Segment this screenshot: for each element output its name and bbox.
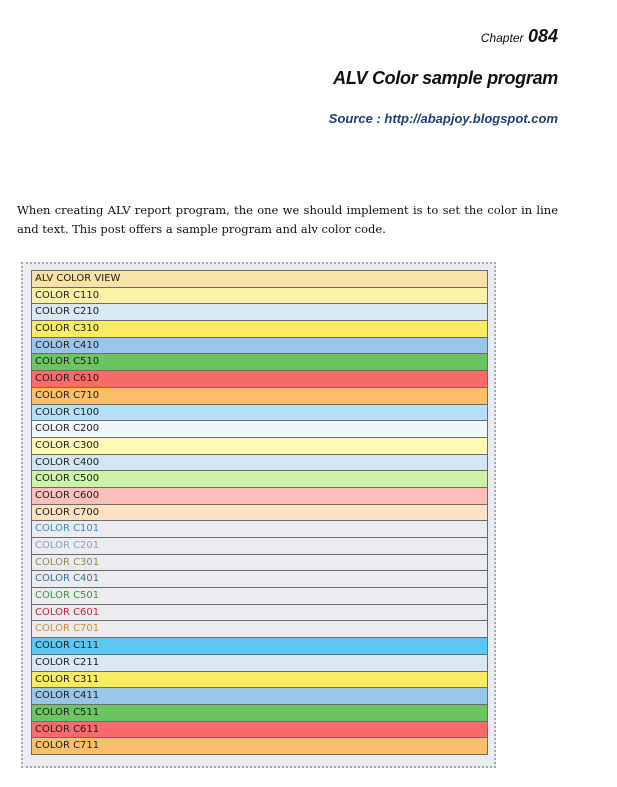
alv-color-row: COLOR C101: [32, 520, 487, 537]
alv-color-row: COLOR C310: [32, 320, 487, 337]
alv-color-row: COLOR C610: [32, 370, 487, 387]
alv-color-row: COLOR C211: [32, 654, 487, 671]
alv-color-row: COLOR C500: [32, 470, 487, 487]
alv-color-row: COLOR C300: [32, 437, 487, 454]
alv-color-row: COLOR C700: [32, 504, 487, 521]
alv-color-row: COLOR C701: [32, 620, 487, 637]
alv-color-row: COLOR C100: [32, 404, 487, 421]
alv-color-row: COLOR C710: [32, 387, 487, 404]
source-line: Source : http://abapjoy.blogspot.com: [328, 111, 558, 126]
alv-color-row: COLOR C511: [32, 704, 487, 721]
intro-paragraph: When creating ALV report program, the one we should implement is to set the color in line and text. This post offers a sample program and alv color code.: [17, 203, 558, 236]
page-title: ALV Color sample program: [333, 68, 558, 88]
alv-color-row: COLOR C110: [32, 287, 487, 304]
alv-color-table: [31, 270, 488, 755]
alv-color-row: COLOR C711: [32, 737, 487, 754]
alv-color-row: COLOR C600: [32, 487, 487, 504]
alv-color-row: COLOR C611: [32, 721, 487, 738]
alv-color-row: COLOR C210: [32, 303, 487, 320]
chapter-heading: [481, 26, 558, 47]
alv-color-row: COLOR C411: [32, 687, 487, 704]
chapter-label: Chapter: [480, 31, 524, 45]
alv-color-row: COLOR C111: [32, 637, 487, 654]
alv-color-row: COLOR C301: [32, 554, 487, 571]
alv-color-row: COLOR C510: [32, 353, 487, 370]
alv-color-row: COLOR C501: [32, 587, 487, 604]
alv-color-row: COLOR C311: [32, 671, 487, 688]
alv-header-row: ALV COLOR VIEW: [32, 270, 487, 287]
alv-color-row: COLOR C601: [32, 604, 487, 621]
chapter-number: 084: [527, 26, 558, 46]
alv-color-row: COLOR C200: [32, 420, 487, 437]
alv-color-row: COLOR C410: [32, 337, 487, 354]
alv-color-row: COLOR C401: [32, 570, 487, 587]
alv-color-row: COLOR C201: [32, 537, 487, 554]
alv-color-row: COLOR C400: [32, 454, 487, 471]
